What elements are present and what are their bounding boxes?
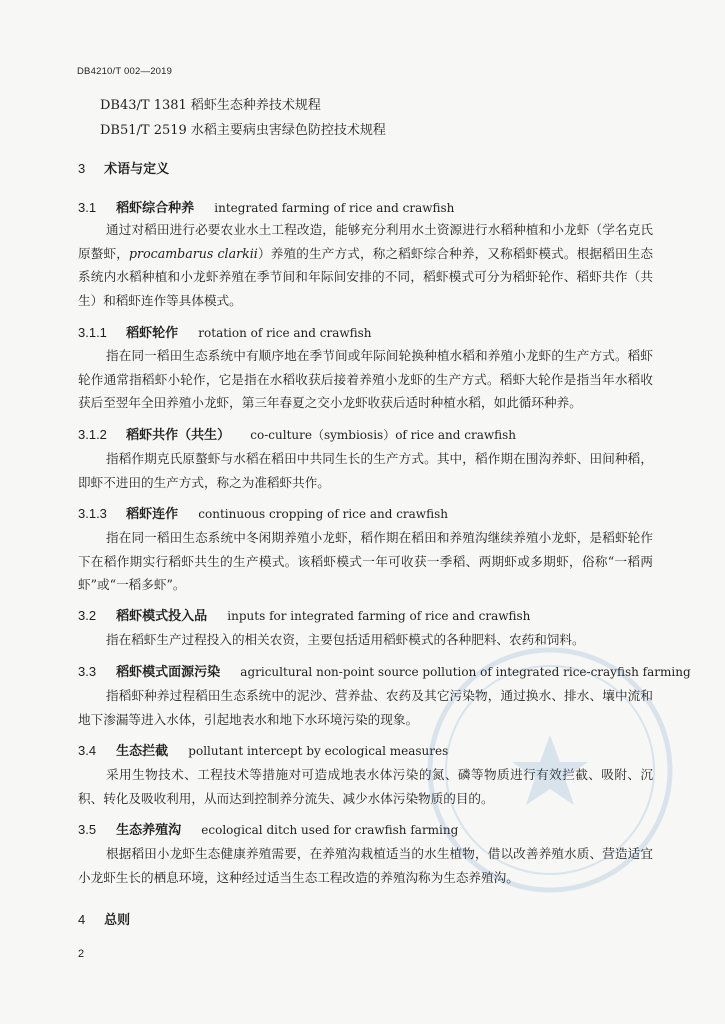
section-3-1-definition <box>78 218 653 312</box>
section-3-1-heading <box>78 197 454 216</box>
section-number: 3.2 <box>78 608 97 623</box>
section-number: 3.1 <box>78 200 97 215</box>
section-3-4-definition: 采用生物技术、工程技术等措施对可造成地表水体污染的氮、磷等物质进行有效拦截、吸附、沉积、转化及吸收利用，从而达到控制养分流失、减少水体污染物质的目的。 <box>78 767 653 806</box>
section-title: 总则 <box>104 913 131 928</box>
section-3-1-3-heading <box>78 503 448 522</box>
section-3-2-heading <box>78 605 530 624</box>
section-3-1-2-definition: 指稻作期克氏原螯虾与水稻在稻田中共同生长的生产方式。其中，稻作期在围沟养虾、田间种稻，即虾不进田的生产方式，称之为准稻虾共作。 <box>78 451 653 490</box>
section-title: 生态拦截 <box>116 744 169 759</box>
section-3-1-2-heading <box>78 424 516 443</box>
english-term: pollutant intercept by ecological measures <box>188 744 449 758</box>
english-term: co-culture（symbiosis）of rice and crawfish <box>250 428 517 442</box>
english-term: continuous cropping of rice and crawfish <box>198 507 448 521</box>
section-3-1-1-definition: 指在同一稻田生态系统中有顺序地在季节间或年际间轮换种植水稻和养殖小龙虾的生产方式。稻虾轮作通常指稻虾小轮作，它是指在水稻收获后接着养殖小龙虾的生产方式。稻虾大轮作是指当年水稻收获后至翌年全田养殖小龙虾，第三年春夏之交小龙虾收获后适时种植水稻，如此循环种养。 <box>78 348 653 410</box>
section-4-heading <box>78 909 130 928</box>
section-number: 4 <box>78 912 86 927</box>
section-3-3-definition: 指稻虾种养过程稻田生态系统中的泥沙、营养盐、农药及其它污染物，通过换水、排水、壤中流和地下渗漏等进入水体，引起地表水和地下水环境污染的现象。 <box>78 688 653 727</box>
reference-standard-1: DB43/T 1381 稻虾生态种养技术规程 <box>100 98 321 113</box>
english-term: integrated farming of rice and crawfish <box>214 201 455 215</box>
section-3-heading <box>78 158 169 177</box>
section-3-1-3-definition: 指在同一稻田生态系统中冬闲期养殖小龙虾，稻作期在稻田和养殖沟继续养殖小龙虾，是稻虾轮作下在稻作期实行稻虾共生的生产模式。该稻虾模式一年可收获一季稻、两期虾或多期虾，俗称“一稻两虾”或“一稻多虾”。 <box>78 530 653 592</box>
section-title: 稻虾模式投入品 <box>116 609 208 624</box>
section-title: 稻虾连作 <box>126 507 179 522</box>
section-3-5-definition: 根据稻田小龙虾生态健康养殖需要，在养殖沟栽植适当的水生植物，借以改善养殖水质、营造适宜小龙虾生长的栖息环境，这种经过适当生态工程改造的养殖沟称为生态养殖沟。 <box>78 846 653 885</box>
section-title: 稻虾综合种养 <box>116 201 195 216</box>
section-3-4-heading <box>78 740 448 759</box>
section-number: 3.3 <box>78 664 97 679</box>
section-number: 3.1.2 <box>78 427 107 442</box>
section-3-5-heading <box>78 819 458 838</box>
section-title: 生态养殖沟 <box>116 823 182 838</box>
section-number: 3.4 <box>78 743 97 758</box>
section-title: 稻虾共作（共生） <box>126 428 231 443</box>
english-term: rotation of rice and crawfish <box>198 326 372 340</box>
english-term: ecological ditch used for crawfish farming <box>201 823 459 837</box>
section-title: 稻虾模式面源污染 <box>116 665 221 680</box>
section-number: 3.1.3 <box>78 506 107 521</box>
section-3-3-heading <box>78 661 691 680</box>
section-title: 术语与定义 <box>104 162 170 177</box>
reference-standard-2: DB51/T 2519 水稻主要病虫害绿色防控技术规程 <box>100 123 386 138</box>
section-number: 3.5 <box>78 822 97 837</box>
definition-text-part1: 通过对稻田进行必要农业水土工程改造，能够充分利用水土资源进行水稻种植和小龙虾（学名克氏原螯虾， <box>78 222 653 261</box>
definition-text-part2: ）养殖的生产方式，称之稻虾综合种养，又称稻虾模式。根据稻田生态系统内水稻种植和小龙虾养殖在季节间和年际间安排的不同，稻虾模式可分为稻虾轮作、稻虾共作（共生）和稻虾连作等具体模式。 <box>78 245 654 308</box>
section-3-2-definition: 指在稻虾生产过程投入的相关农资，主要包括适用稻虾模式的各种肥料、农药和饲料。 <box>106 632 585 647</box>
section-3-1-1-heading <box>78 322 372 341</box>
latin-name: procambarus clarkii <box>129 245 258 261</box>
section-number: 3.1.1 <box>78 325 107 340</box>
section-number: 3 <box>78 161 86 176</box>
page-number: 2 <box>78 948 85 960</box>
english-term: inputs for integrated farming of rice and crawfish <box>227 609 531 623</box>
section-title: 稻虾轮作 <box>126 326 179 341</box>
document-code: DB4210/T 002—2019 <box>77 66 173 77</box>
english-term: agricultural non-point source pollution of integrated rice-crayfish farming <box>240 665 691 679</box>
